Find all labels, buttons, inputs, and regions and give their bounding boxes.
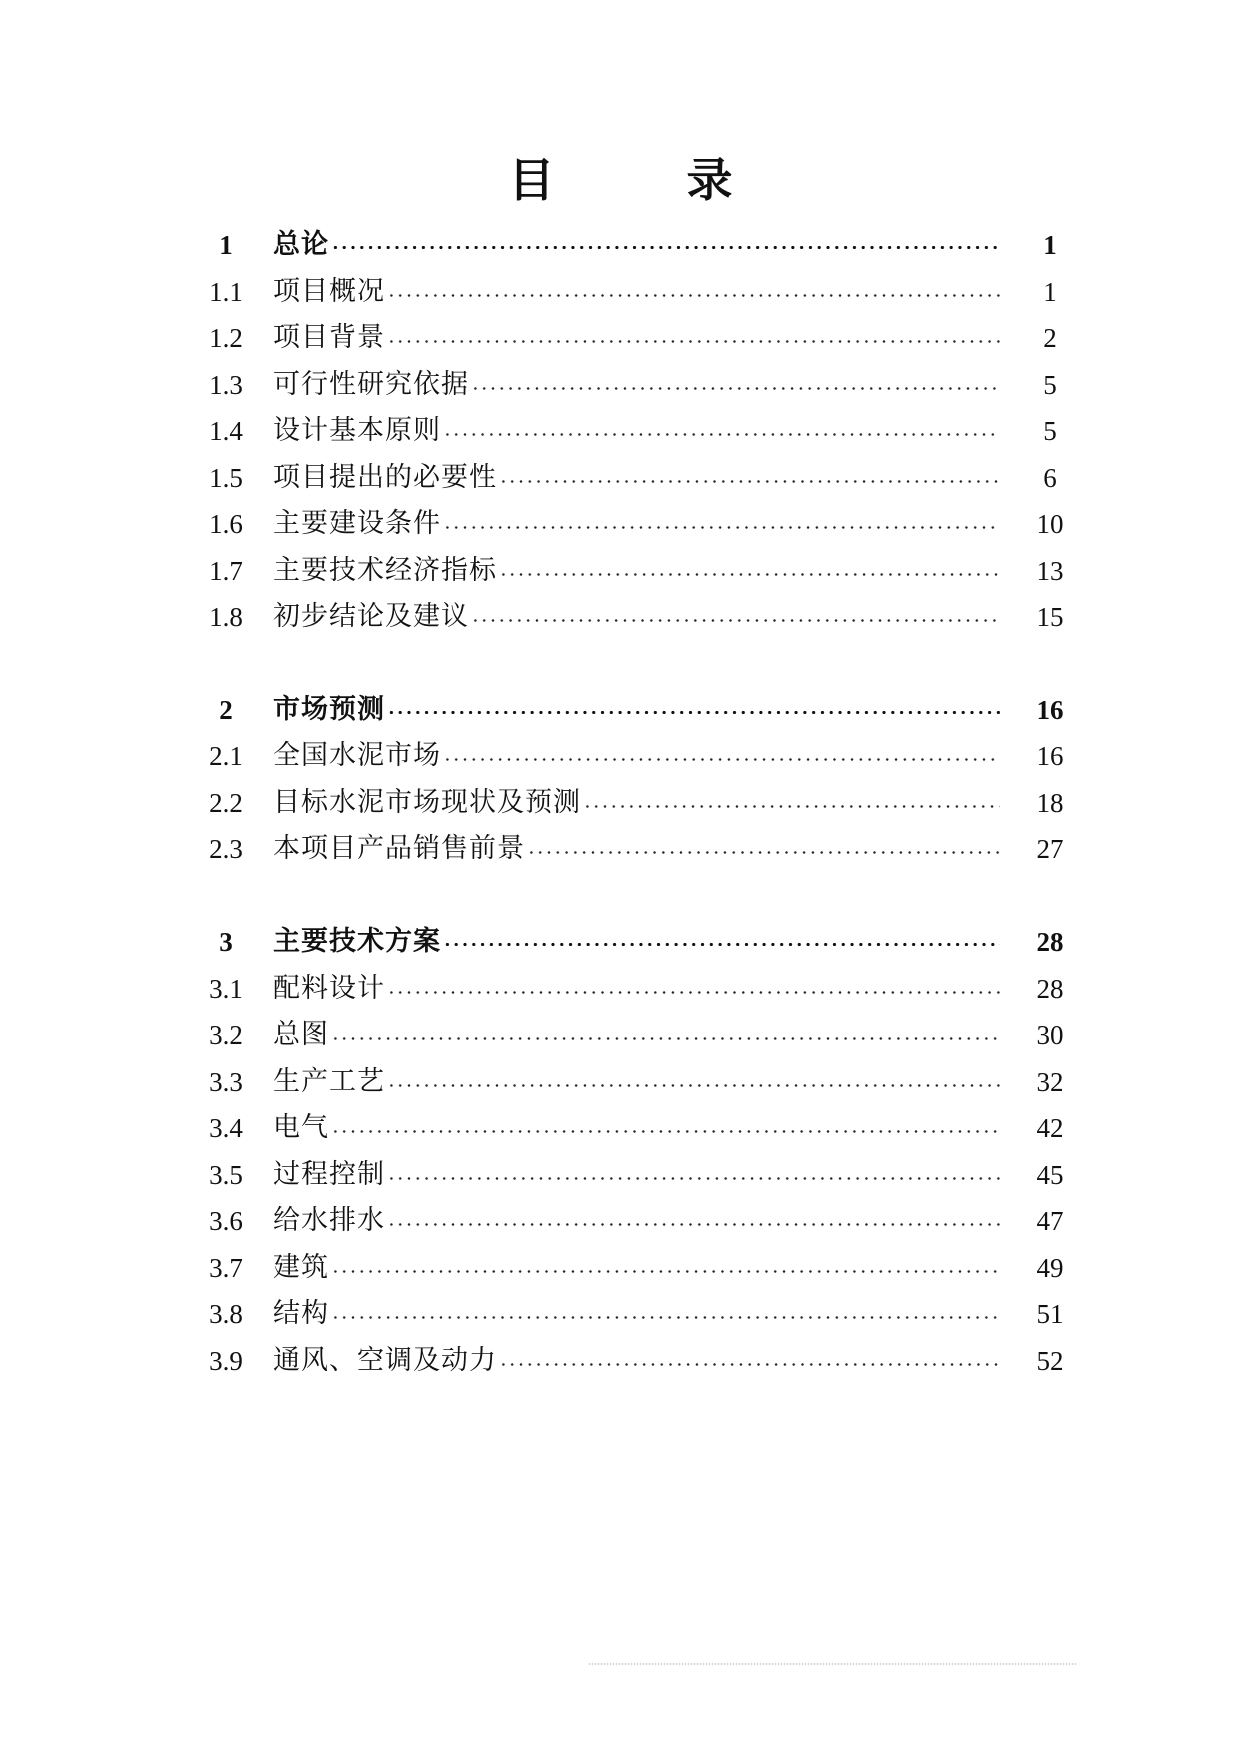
toc-page-number: 10 [1036,509,1064,539]
toc-section-3-3[interactable] [0,1062,1241,1102]
toc-page-number: 28 [1036,927,1064,957]
toc-section-3-9[interactable] [0,1341,1241,1381]
toc-leader [273,969,1000,1009]
toc-section-1-6[interactable] [0,504,1241,544]
dot-leader [387,340,1000,343]
toc-number: 1.5 [209,463,243,493]
toc-leader [273,1248,1000,1288]
toc-title: 配料设计 [273,973,385,1004]
toc-number: 1.3 [209,370,243,400]
toc-title: 通风、空调及动力 [273,1345,497,1376]
toc-section-2-1[interactable] [0,736,1241,776]
toc-title: 总图 [273,1019,329,1050]
toc-number: 3 [219,927,233,957]
dot-leader [443,943,1000,947]
toc-section-2-2[interactable] [0,783,1241,823]
toc-chapter-2[interactable] [0,690,1241,730]
title-char-2: 录 [686,153,733,207]
dot-leader [387,1084,1000,1087]
toc-title: 电气 [273,1112,329,1143]
toc-page-number: 52 [1036,1346,1064,1376]
toc-title: 本项目产品销售前景 [273,833,525,864]
toc-title: 主要技术经济指标 [273,555,497,586]
toc-title: 主要建设条件 [273,508,441,539]
toc-leader [273,551,1000,591]
toc-leader [273,922,1000,962]
dot-leader [471,619,1000,622]
toc-leader [273,1108,1000,1148]
toc-leader [273,736,1000,776]
toc-page-number: 2 [1043,323,1057,353]
toc-number: 1.1 [209,277,243,307]
toc-page-number: 49 [1036,1253,1064,1283]
toc-number: 2.3 [209,834,243,864]
toc-number: 3.5 [209,1160,243,1190]
toc-number: 2 [219,695,233,725]
toc-page-number: 45 [1036,1160,1064,1190]
toc-leader [273,225,1000,265]
toc-page-number: 16 [1036,695,1064,725]
dot-leader [331,1316,1000,1319]
dot-leader [331,1037,1000,1040]
toc-section-1-5[interactable] [0,458,1241,498]
toc-leader [273,1201,1000,1241]
toc-number: 3.6 [209,1206,243,1236]
toc-number: 2.1 [209,741,243,771]
toc-section-3-1[interactable] [0,969,1241,1009]
toc-number: 1 [219,230,233,260]
dot-leader [527,851,1000,854]
toc-title: 主要技术方案 [273,926,441,957]
dot-leader [331,1130,1000,1133]
toc-number: 3.1 [209,974,243,1004]
title-char-1: 目 [508,153,555,207]
toc-page-number: 18 [1036,788,1064,818]
toc-page-number: 15 [1036,602,1064,632]
toc-title: 目标水泥市场现状及预测 [273,787,581,818]
toc-title: 初步结论及建议 [273,601,469,632]
toc-number: 3.4 [209,1113,243,1143]
dot-leader [443,758,1000,761]
dot-leader [331,1270,1000,1273]
toc-page-number: 1 [1043,230,1057,260]
toc-title: 项目概况 [273,276,385,307]
toc-number: 3.7 [209,1253,243,1283]
toc-leader [273,783,1000,823]
toc-section-3-7[interactable] [0,1248,1241,1288]
toc-page-number: 27 [1036,834,1064,864]
toc-page-number: 1 [1043,277,1057,307]
toc-section-2-3[interactable] [0,829,1241,869]
toc-leader [273,365,1000,405]
toc-page-number: 16 [1036,741,1064,771]
toc-leader [273,1155,1000,1195]
toc-page-number: 5 [1043,370,1057,400]
toc-page-number: 30 [1036,1020,1064,1050]
toc-page-number: 28 [1036,974,1064,1004]
toc-number: 2.2 [209,788,243,818]
toc-section-3-6[interactable] [0,1201,1241,1241]
footer-dotted-rule [588,1663,1078,1665]
toc-page-number: 5 [1043,416,1057,446]
toc-number: 1.4 [209,416,243,446]
toc-title: 市场预测 [273,694,385,725]
toc-leader [273,690,1000,730]
toc-leader [273,504,1000,544]
toc-title: 可行性研究依据 [273,369,469,400]
toc-leader [273,1341,1000,1381]
toc-title: 建筑 [273,1252,329,1283]
dot-leader [471,387,1000,390]
toc-title: 给水排水 [273,1205,385,1236]
toc-title: 生产工艺 [273,1066,385,1097]
toc-page-number: 51 [1036,1299,1064,1329]
toc-title: 项目提出的必要性 [273,462,497,493]
dot-leader [387,1223,1000,1226]
toc-page-number: 32 [1036,1067,1064,1097]
toc-leader [273,1015,1000,1055]
dot-leader [331,246,1000,250]
toc-number: 3.9 [209,1346,243,1376]
toc-title: 全国水泥市场 [273,740,441,771]
toc-section-3-2[interactable] [0,1015,1241,1055]
dot-leader [443,526,1000,529]
toc-title: 过程控制 [273,1159,385,1190]
toc-leader [273,1062,1000,1102]
toc-leader [273,597,1000,637]
toc-section-1-8[interactable] [0,597,1241,637]
toc-section-1-3[interactable] [0,365,1241,405]
toc-page-number: 13 [1036,556,1064,586]
toc-section-1-1[interactable] [0,272,1241,312]
dot-leader [583,805,1000,808]
toc-leader [273,1294,1000,1334]
dot-leader [499,1363,1000,1366]
toc-number: 1.8 [209,602,243,632]
toc-chapter-3[interactable] [0,922,1241,962]
toc-leader [273,272,1000,312]
toc-title: 结构 [273,1298,329,1329]
dot-leader [387,1177,1000,1180]
toc-section-1-4[interactable] [0,411,1241,451]
dot-leader [387,711,1000,715]
toc-section-3-4[interactable] [0,1108,1241,1148]
dot-leader [387,294,1000,297]
dot-leader [443,433,1000,436]
toc-leader [273,829,1000,869]
toc-page-number: 6 [1043,463,1057,493]
dot-leader [499,573,1000,576]
toc-title: 设计基本原则 [273,415,441,446]
toc-title: 项目背景 [273,322,385,353]
toc-title: 总论 [273,229,329,260]
toc-leader [273,318,1000,358]
toc-number: 1.7 [209,556,243,586]
toc-number: 1.2 [209,323,243,353]
page-title [0,150,1241,210]
toc-number: 3.3 [209,1067,243,1097]
toc-number: 3.8 [209,1299,243,1329]
dot-leader [499,480,1000,483]
toc-section-3-5[interactable] [0,1155,1241,1195]
toc-number: 1.6 [209,509,243,539]
toc-page-number: 42 [1036,1113,1064,1143]
toc-leader [273,411,1000,451]
toc-section-1-7[interactable] [0,551,1241,591]
toc-leader [273,458,1000,498]
toc-page-number: 47 [1036,1206,1064,1236]
dot-leader [387,991,1000,994]
toc-number: 3.2 [209,1020,243,1050]
toc-chapter-1[interactable] [0,225,1241,265]
toc-section-1-2[interactable] [0,318,1241,358]
toc-section-3-8[interactable] [0,1294,1241,1334]
